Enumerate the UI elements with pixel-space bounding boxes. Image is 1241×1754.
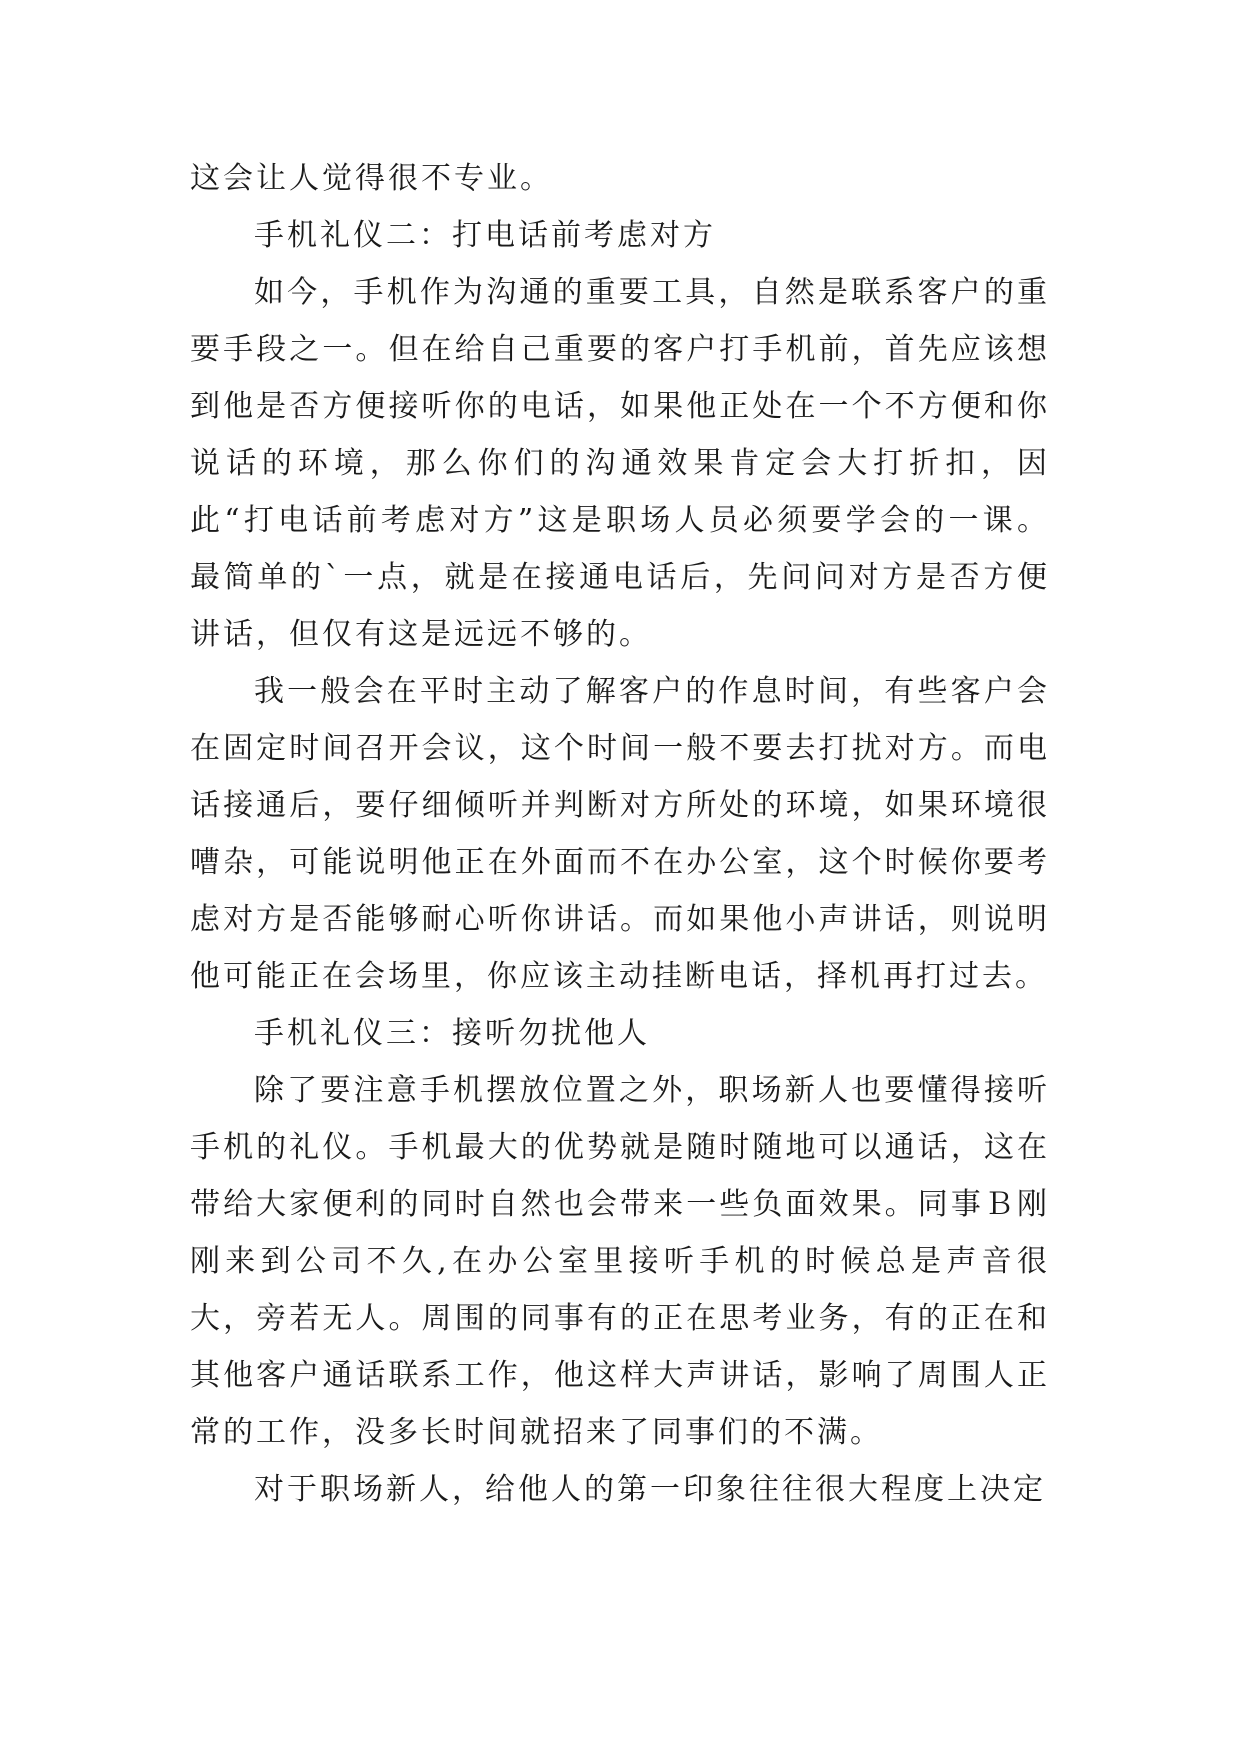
paragraph-consider-other-party: 如今，手机作为沟通的重要工具，自然是联系客户的重要手段之一。但在给自己重要的客户打手机前，首先应该想到他是否方便接听你的电话，如果他正处在一个不方便和你说话的环境，那么你们的沟通效果肯定会大打折扣，因此“打电话前考虑对方”这是职场人员必须要学会的一课。最简单的`一点，就是在接通电话后，先问问对方是否方便讲话，但仅有这是远远不够的。: [190, 275, 1050, 652]
paragraph-client-schedule: 我一般会在平时主动了解客户的作息时间，有些客户会在固定时间召开会议，这个时间一般不要去打扰对方。而电话接通后，要仔细倾听并判断对方所处的环境，如果环境很嘈杂，可能说明他正在外面而不在办公室，这个时候你要考虑对方是否能够耐心听你讲话。而如果他小声讲话，则说明他可能正在会场里，你应该主动挂断电话，择机再打过去。: [190, 674, 1050, 994]
paragraph-answering-calls: 除了要注意手机摆放位置之外，职场新人也要懂得接听手机的礼仪。手机最大的优势就是随时随地可以通话，这在带给大家便利的同时自然也会带来一些负面效果。同事Ｂ刚刚来到公司不久,在办公室里接听手机的时候总是声音很大，旁若无人。周围的同事有的正在思考业务，有的正在和其他客户通话联系工作，他这样大声讲话，影响了周围人正常的工作，没多长时间就招来了同事们的不满。: [190, 1073, 1050, 1450]
document-body: [190, 150, 1050, 1518]
paragraph-first-impression: 对于职场新人，给他人的第一印象往往很大程度上决定: [254, 1472, 1046, 1507]
paragraph-continuation: 这会让人觉得很不专业。: [190, 161, 553, 196]
section-heading-etiquette-two: 手机礼仪二：打电话前考虑对方: [254, 218, 716, 253]
section-heading-etiquette-three: 手机礼仪三：接听勿扰他人: [254, 1016, 650, 1051]
